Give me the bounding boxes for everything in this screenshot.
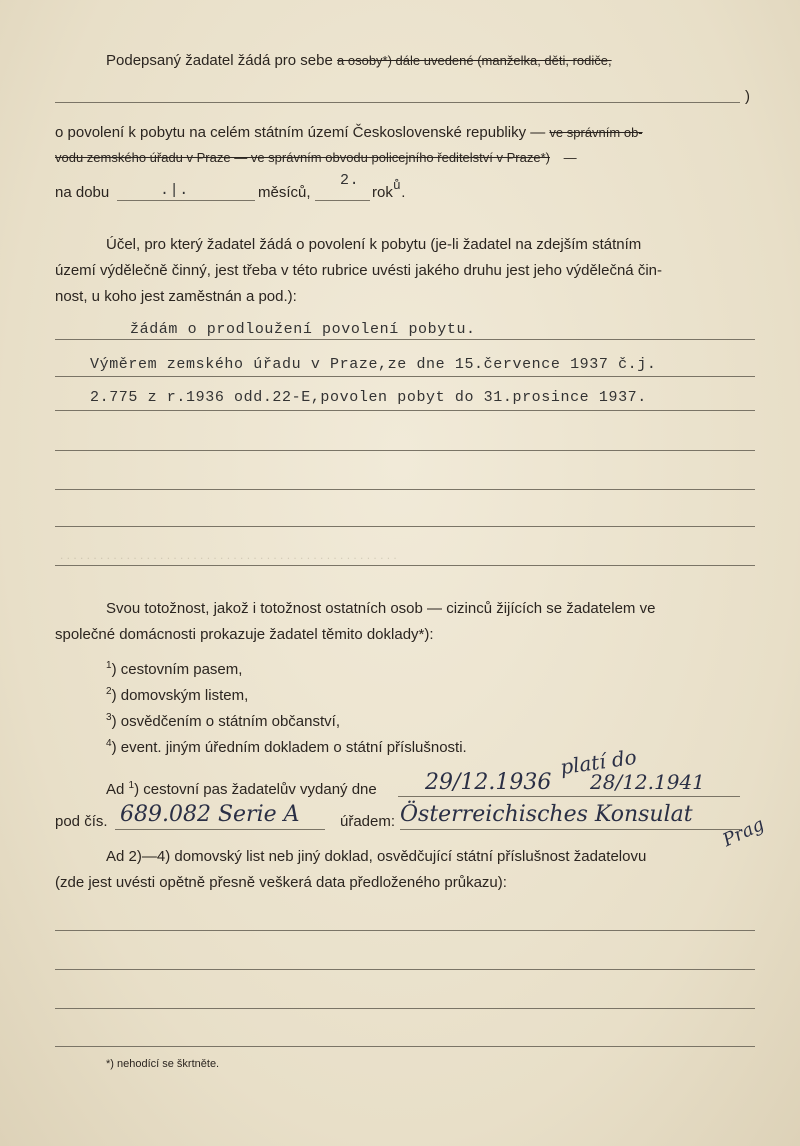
bleed-through: . . . . . . . . . . . . . . . . . . . . . . . . . . . . . . . . . . . . . . . . . . . . . . . . . . . [60, 548, 397, 562]
months-value: .|. [160, 182, 189, 199]
passport-label: Ad $^1$) cestovní pas žadatelův vydaný dne [106, 780, 377, 798]
passport-number: 689.082 Serie A [120, 802, 300, 827]
identity-text-1: Svou totožnost, jakož i totožnost ostatních osob — cizinců žijících se žadatelem ve [106, 600, 656, 617]
docs-line-4 [55, 1046, 755, 1047]
months-label: měsíců, [258, 184, 311, 201]
passport-number-label: pod čís. [55, 813, 108, 830]
struck-persons: a osoby*) dále uvedené (manželka, děti, rodiče, [337, 53, 612, 68]
purpose-line-4 [55, 450, 755, 451]
years-value: 2. [340, 172, 360, 189]
other-docs-line-2: (zde jest uvésti opětně přesně veškerá data předloženého průkazu): [55, 874, 507, 891]
purpose-line-2 [55, 376, 755, 377]
other-docs-line-1: Ad 2)—4) domovský list neb jiný doklad, osvědčující státní příslušnost žadatelovu [106, 848, 647, 865]
passport-office: Österreichisches Konsulat [400, 802, 693, 827]
doc-item-1: $^1$) cestovním pasem, [106, 660, 243, 678]
purpose-line-3 [55, 410, 755, 411]
docs-line-2 [55, 969, 755, 970]
passport-valid-note: platí do [558, 744, 639, 780]
purpose-text-2: území výdělečně činný, jest třeba v této rubrice uvésti jakého druhu jest jeho výdělečná čin- [55, 262, 662, 279]
years-line [315, 200, 370, 201]
struck-office: vodu zemského úřadu v Praze — ve správním obvodu policejního ředitelství v Praze*) [55, 150, 550, 165]
passport-office-line [400, 829, 740, 830]
permit-text: o povolení k pobytu na celém státním území Československé republiky — [55, 124, 546, 141]
typed-decree: Výměrem zemského úřadu v Praze,ze dne 15.července 1937 č.j. [90, 356, 657, 373]
passport-office-label: úřadem: [340, 813, 396, 830]
docs-line-1 [55, 930, 755, 931]
applicant-line [106, 52, 612, 69]
blank-line [55, 102, 740, 103]
purpose-line-6 [55, 526, 755, 527]
passport-issue-date: 29/12.1936 [425, 770, 552, 795]
passport-date-line [398, 796, 740, 797]
duration-label: na dobu [55, 184, 110, 201]
purpose-line-7 [55, 565, 755, 566]
dash: — [563, 150, 577, 165]
years-label: roků. [372, 178, 406, 201]
purpose-text-1: Účel, pro který žadatel žádá o povolení k pobytu (je-li žadatel na zdejším státním [106, 236, 642, 253]
region-line [55, 150, 577, 165]
footnote: *) nehodící se škrtněte. [106, 1058, 220, 1070]
passport-valid-date: 28/12.1941 [590, 770, 705, 794]
purpose-line-1 [55, 339, 755, 340]
doc-item-3: $^3$) osvědčením o státním občanství, [106, 712, 340, 730]
typed-permit: 2.775 z r.1936 odd.22-E,povolen pobyt do 31.prosince 1937. [90, 389, 647, 406]
doc-item-4: $^4$) event. jiným úředním dokladem o státní příslušnosti. [106, 738, 467, 756]
identity-text-2: společné domácnosti prokazuje žadatel těmito doklady*): [55, 626, 434, 643]
purpose-text-3: nost, u koho jest zaměstnán a pod.): [55, 288, 297, 305]
months-line [117, 200, 255, 201]
closing-paren: ) [745, 88, 750, 105]
typed-request: žádám o prodloužení povolení pobytu. [130, 321, 476, 338]
applicant-text: Podepsaný žadatel žádá pro sebe [106, 52, 333, 69]
doc-item-2: $^2$) domovským listem, [106, 686, 249, 704]
passport-office-city: Prag [719, 813, 768, 852]
passport-number-line [115, 829, 325, 830]
permit-line [55, 124, 643, 141]
docs-line-3 [55, 1008, 755, 1009]
purpose-line-5 [55, 489, 755, 490]
struck-region: ve správním ob- [549, 125, 643, 140]
